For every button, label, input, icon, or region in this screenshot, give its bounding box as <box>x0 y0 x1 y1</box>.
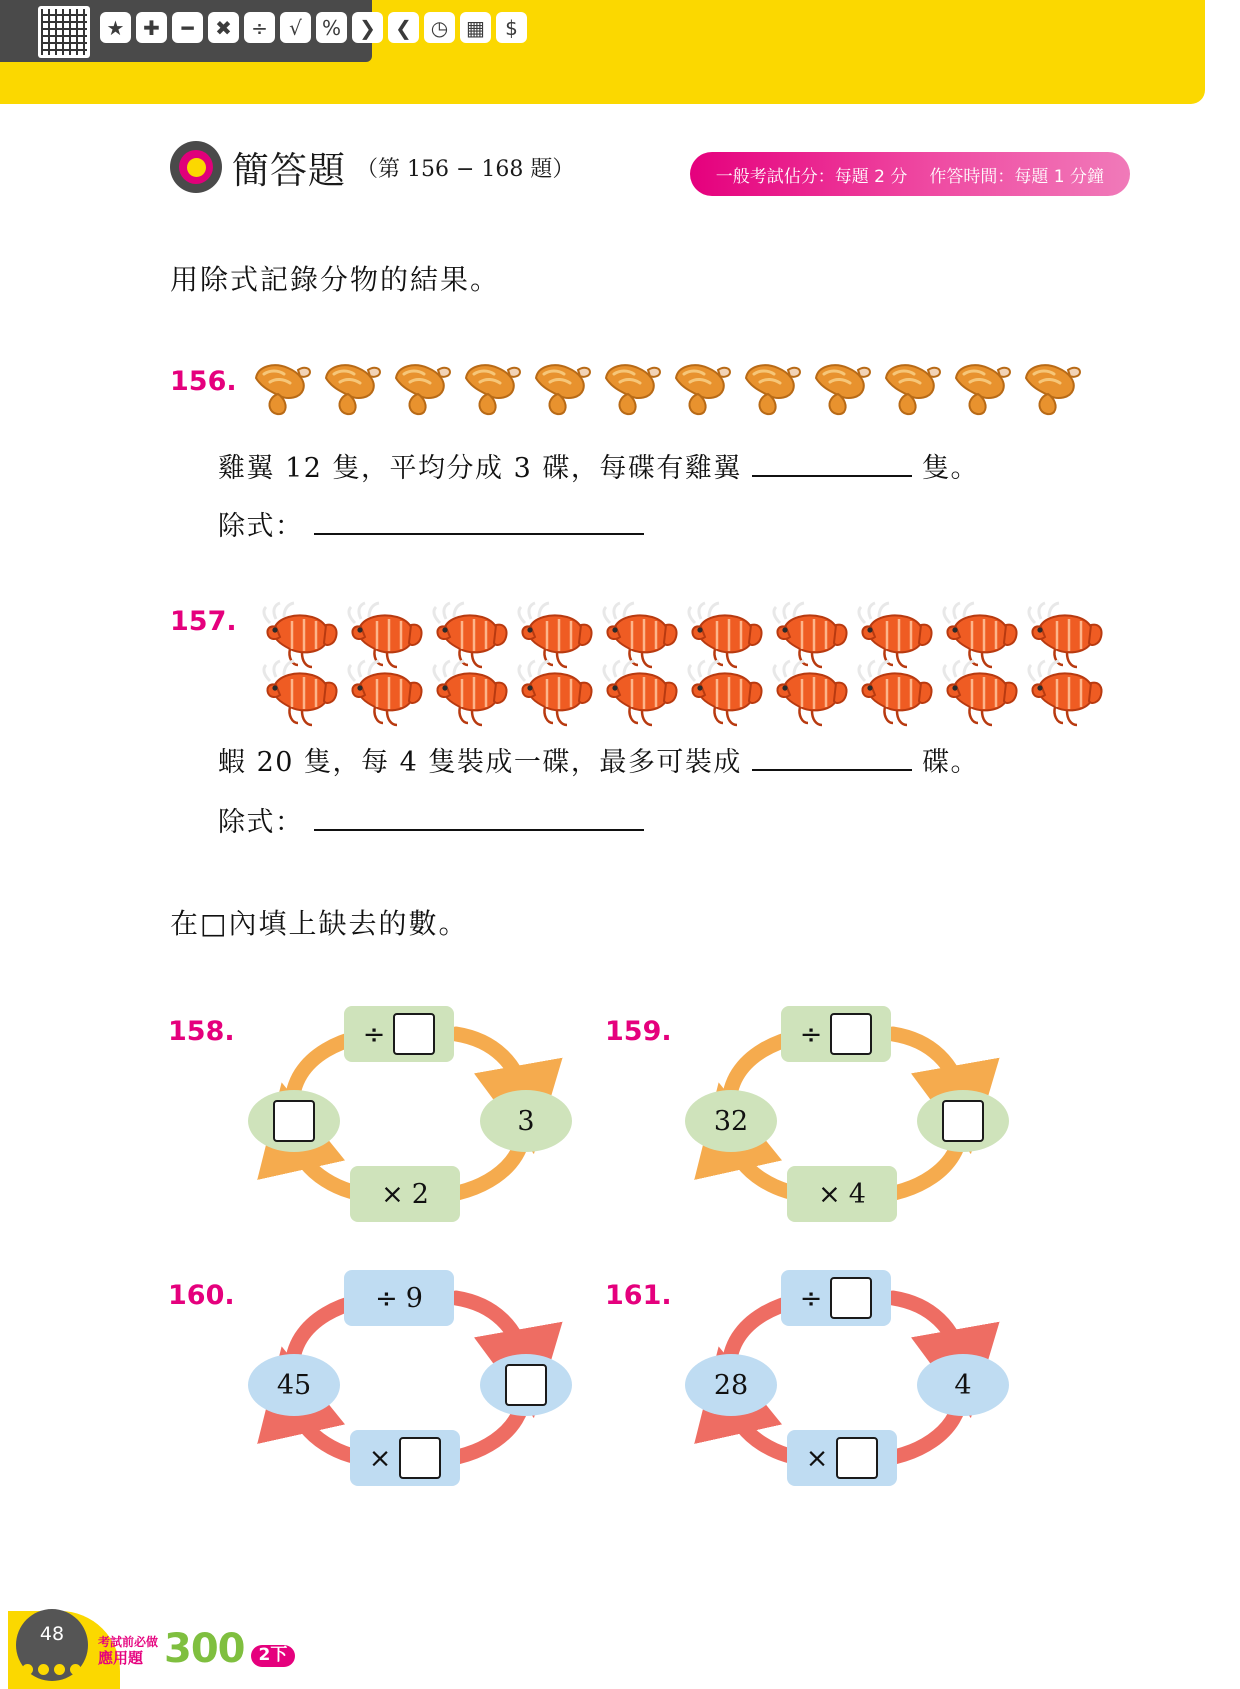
chicken-wing-icon <box>598 358 668 418</box>
chicken-wing-icon <box>458 358 528 418</box>
qr-code-icon[interactable] <box>38 6 90 58</box>
shrimp-group-row2 <box>256 653 1106 731</box>
shrimp-icon <box>766 653 851 731</box>
math-icon-row <box>100 12 527 43</box>
chicken-wing-icon <box>948 358 1018 418</box>
footer-logo-number: 300 <box>164 1626 245 1672</box>
footer-logo-line2: 應用題 <box>98 1648 144 1667</box>
diagram-bottom-operation: × <box>787 1430 897 1486</box>
question-157-line1 <box>218 740 979 779</box>
q156-text-b: 隻。 <box>922 453 980 484</box>
footer-grade-badge: 2下 <box>251 1645 296 1667</box>
chicken-wing-icon <box>668 358 738 418</box>
target-icon <box>170 141 222 193</box>
chicken-wing-icon <box>738 358 808 418</box>
question-number-156: 156. <box>170 366 237 397</box>
question-156-line2 <box>218 504 644 543</box>
chicken-wing-icon <box>248 358 318 418</box>
shrimp-icon <box>851 653 936 731</box>
flow-diagram-161 <box>673 1262 1003 1492</box>
shrimp-icon <box>511 653 596 731</box>
diagram-bottom-operation: × 4 <box>787 1166 897 1222</box>
question-157-line2 <box>218 800 644 839</box>
question-number-158: 158. <box>168 1016 235 1047</box>
multiply-icon[interactable]: ✖ <box>208 12 239 43</box>
diagram-right-value <box>917 1090 1009 1152</box>
question-number-160: 160. <box>168 1280 235 1311</box>
q157-answer-blank[interactable] <box>752 745 912 771</box>
clock-icon[interactable]: ◷ <box>424 12 455 43</box>
top-banner <box>0 0 1240 110</box>
section-header <box>170 140 574 194</box>
chicken-wing-icon <box>388 358 458 418</box>
shrimp-icon <box>426 653 511 731</box>
flow-diagram-159 <box>673 998 1003 1228</box>
instruction-1: 用除式記錄分物的結果。 <box>170 263 501 296</box>
square-root-icon[interactable]: √ <box>280 12 311 43</box>
flow-diagram-158 <box>236 998 566 1228</box>
minus-icon[interactable]: ━ <box>172 12 203 43</box>
shrimp-icon <box>936 653 1021 731</box>
diagram-top-operation: ÷ 9 <box>344 1270 454 1326</box>
diagram-top-operation: ÷ <box>781 1006 891 1062</box>
percent-icon[interactable]: % <box>316 12 347 43</box>
chicken-wing-icon <box>878 358 948 418</box>
exam-info-badge <box>690 152 1130 196</box>
diagram-bottom-operation: × 2 <box>350 1166 460 1222</box>
page-number: 48 <box>16 1609 88 1681</box>
badge-dots <box>22 1664 81 1675</box>
diagram-left-value: 32 <box>685 1090 777 1152</box>
question-number-159: 159. <box>605 1016 672 1047</box>
q156-answer-blank[interactable] <box>752 451 912 477</box>
diagram-left-value: 28 <box>685 1354 777 1416</box>
plus-icon[interactable]: ✚ <box>136 12 167 43</box>
q156-text-a: 雞翼 12 隻，平均分成 3 碟，每碟有雞翼 <box>218 453 742 484</box>
calculator-icon[interactable]: ▦ <box>460 12 491 43</box>
shrimp-icon <box>256 653 341 731</box>
diagram-right-value: 3 <box>480 1090 572 1152</box>
section-title: 簡答題 <box>232 149 346 192</box>
diagram-left-value <box>248 1090 340 1152</box>
shrimp-icon <box>1021 653 1106 731</box>
q157-text-a: 蝦 20 隻，每 4 隻裝成一碟，最多可裝成 <box>218 747 742 778</box>
diagram-top-operation: ÷ <box>344 1006 454 1062</box>
q156-equation-blank[interactable] <box>314 509 644 535</box>
diagram-left-value: 45 <box>248 1354 340 1416</box>
question-number-161: 161. <box>605 1280 672 1311</box>
chicken-wing-icon <box>528 358 598 418</box>
divide-icon[interactable]: ÷ <box>244 12 275 43</box>
q157-text-b: 碟。 <box>922 747 980 778</box>
diagram-right-value <box>480 1354 572 1416</box>
diagram-top-operation: ÷ <box>781 1270 891 1326</box>
q157-equation-label: 除式： <box>218 807 304 838</box>
shrimp-icon <box>681 653 766 731</box>
shrimp-icon <box>596 653 681 731</box>
shrimp-icon <box>341 653 426 731</box>
question-number-157: 157. <box>170 606 237 637</box>
greater-than-icon[interactable]: ❯ <box>352 12 383 43</box>
diagram-right-value: 4 <box>917 1354 1009 1416</box>
diagram-bottom-operation: × <box>350 1430 460 1486</box>
chicken-wing-icon <box>318 358 388 418</box>
star-icon[interactable]: ★ <box>100 12 131 43</box>
chicken-wing-icon <box>1018 358 1088 418</box>
footer-logo <box>98 1626 295 1672</box>
q157-equation-blank[interactable] <box>314 805 644 831</box>
footer-logo-line1: 考試前必做 <box>98 1634 159 1649</box>
instruction-2: 在□內填上缺去的數。 <box>170 907 469 940</box>
dollar-icon[interactable]: $ <box>496 12 527 43</box>
exam-time-text: 作答時間：每題 1 分鐘 <box>929 166 1104 187</box>
chicken-wing-icon <box>808 358 878 418</box>
chicken-wing-group <box>248 358 1088 418</box>
q156-equation-label: 除式： <box>218 511 304 542</box>
less-than-icon[interactable]: ❮ <box>388 12 419 43</box>
flow-diagram-160 <box>236 1262 566 1492</box>
exam-score-text: 一般考試佔分：每題 2 分 <box>715 166 908 187</box>
question-156-line1 <box>218 446 979 485</box>
section-range: （第 156 − 168 題） <box>356 156 575 182</box>
